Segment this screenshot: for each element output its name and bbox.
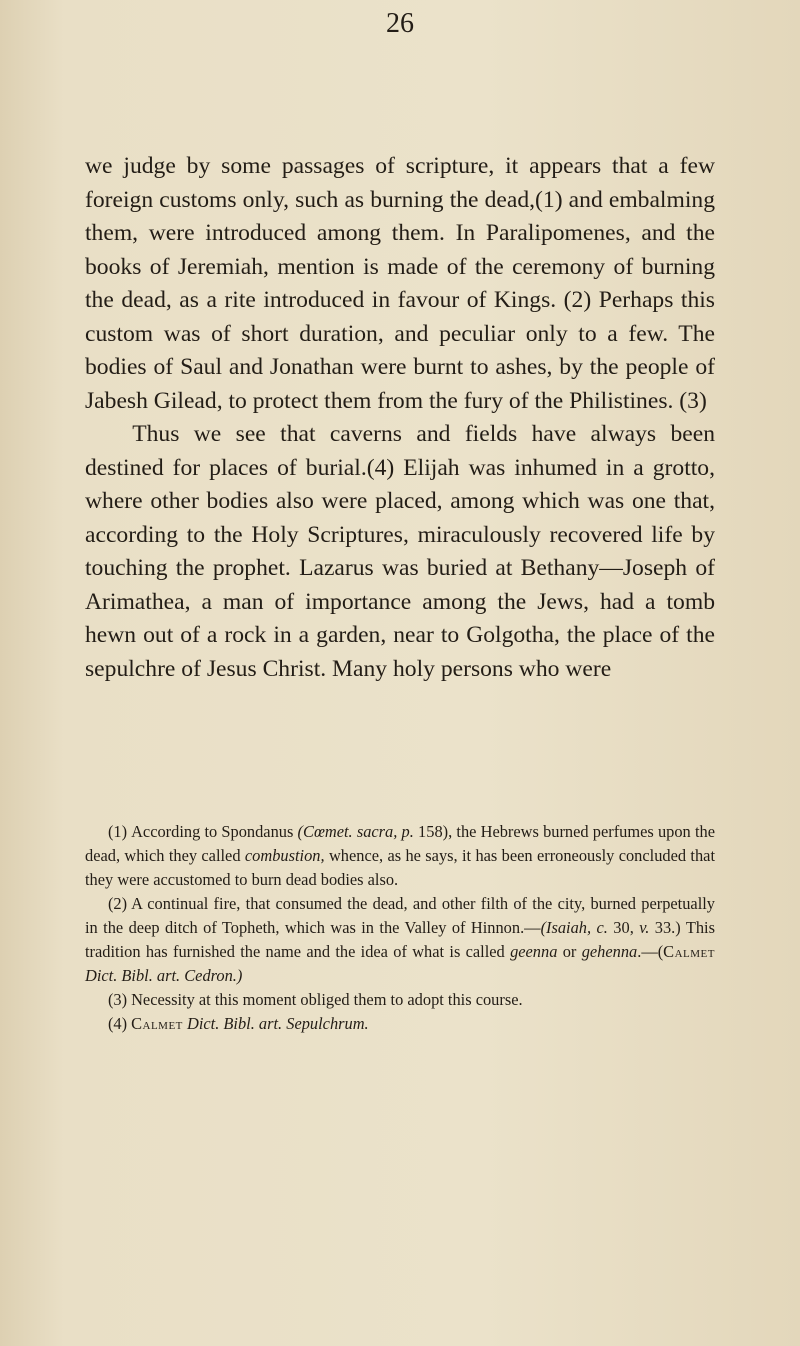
footnote-citation: (Isaiah, c.	[540, 918, 608, 937]
footnote-text: According to Spondanus	[131, 822, 298, 841]
footnote-term: combustion,	[244, 846, 325, 865]
footnote-mark: (2)	[107, 894, 128, 913]
footnote-3	[85, 988, 715, 1012]
footnote-text: Necessity at this moment obliged them to adopt this course.	[131, 990, 523, 1009]
footnote-citation: (Cœmet. sacra, p.	[297, 822, 414, 841]
footnote-2	[85, 892, 715, 988]
footnote-text: whence, as he says, it has been erroneously concluded that they were accustomed to burn dead bodies also.	[85, 846, 715, 889]
footnote-mark: (3)	[107, 990, 128, 1009]
footnote-4	[85, 1012, 715, 1036]
footnote-text: A continual fire, that consumed the dead, and other filth of the city, burned perpetually in the deep ditch of Topheth, which was in the Valley of Hinnon.—	[85, 894, 715, 937]
footnote-term: gehenna	[581, 942, 638, 961]
footnote-text: 33.) This tradition has furnished the name and the idea of what is called	[85, 918, 715, 961]
footnotes	[85, 820, 715, 1036]
footnote-author: Calmet	[131, 1014, 183, 1033]
page-number: 26	[386, 8, 414, 39]
paragraph-2: Thus we see that caverns and fields have always been destined for places of burial.(4) Elijah was inhumed in a grotto, where other bodies also were placed, among which was one that, according to the Holy Scriptures, miraculously recovered life by touching the prophet. Lazarus was buried at Bethany—Joseph of Arimathea, a man of importance among the Jews, had a tomb hewn out of a rock in a garden, near to Golgotha, the place of the sepulchre of Jesus Christ. Many holy persons who were	[85, 421, 715, 682]
footnote-mark: (4)	[107, 1014, 128, 1033]
footnote-citation: Dict. Bibl. art. Sepulchrum.	[182, 1014, 369, 1033]
footnote-citation: v.	[639, 918, 650, 937]
footnote-mark: (1)	[107, 822, 128, 841]
main-text	[85, 150, 715, 686]
footnote-text: 158), the Hebrews burned perfumes upon the dead, which they called	[85, 822, 715, 865]
footnote-text: 30,	[607, 918, 640, 937]
footnote-1	[85, 820, 715, 892]
footnote-text: or	[557, 942, 582, 961]
footnote-author: Calmet	[663, 942, 715, 961]
paragraph-1: we judge by some passages of scripture, it appears that a few foreign customs only, such as burning the dead,(1) and embalming them, were introduced among them. In Paralipomenes, and the books of Jeremiah, mention is made of the ceremony of burning the dead, as a rite introduced in favour of Kings. (2) Perhaps this custom was of short duration, and peculiar only to a few. The bodies of Saul and Jonathan were burnt to ashes, by the people of Jabesh Gilead, to protect them from the fury of the Philistines. (3)	[85, 153, 715, 414]
footnote-text: .—(	[637, 942, 664, 961]
footnote-citation: Dict. Bibl. art. Cedron.)	[85, 966, 243, 985]
footnote-term: geenna	[510, 942, 558, 961]
